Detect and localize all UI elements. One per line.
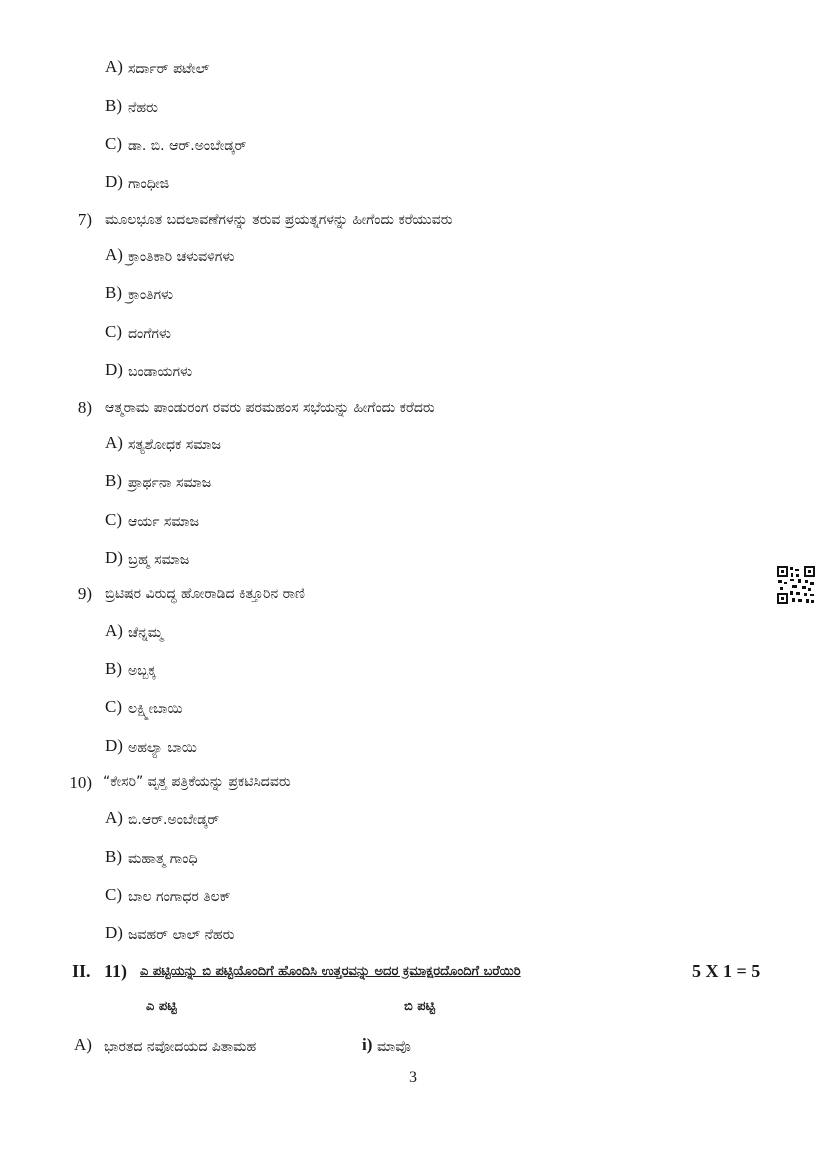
q8-option-d-letter: D) [105, 548, 123, 567]
q6-option-d-text: ಗಾಂಧೀಜಿ [128, 176, 170, 192]
column-a-header: ಎ ಪಟ್ಟಿ [146, 999, 177, 1014]
q9-text: ಬ್ರಿಟಿಷರ ವಿರುದ್ಧ ಹೋರಾಡಿದ ಕಿತ್ತೂರಿನ ರಾಣಿ [105, 586, 305, 602]
q8-option-b-text: ಪ್ರಾರ್ಥನಾ ಸಮಾಜ [128, 475, 212, 491]
q9-option-c-text: ಲಕ್ಷ್ಮೀಬಾಯಿ [128, 701, 183, 717]
column-b-header: ಬಿ ಪಟ್ಟಿ [404, 999, 436, 1014]
q9-option-a-letter: A) [105, 621, 123, 640]
q6-option-a-text: ಸರ್ದಾರ್ ಪಟೇಲ್ [128, 61, 210, 77]
q10-option-d-letter: D) [105, 923, 123, 942]
q9-option-b-letter: B) [105, 659, 122, 678]
q10-option-a-letter: A) [105, 808, 123, 827]
section-label: II. [72, 961, 91, 981]
q9-option-d-letter: D) [105, 736, 123, 755]
q10-option-a-text: ಬಿ.ಆರ್.ಅಂಬೇಡ್ಕರ್ [128, 812, 220, 828]
q8-number: 8) [77, 398, 92, 417]
q10-text: “ಕೇಸರಿ” ವೃತ್ತ ಪತ್ರಿಕೆಯನ್ನು ಪ್ರಕಟಿಸಿದವರು [103, 774, 291, 790]
q7-option-a-text: ಕ್ರಾಂತಿಕಾರಿ ಚಳುವಳಿಗಳು [128, 249, 235, 265]
q8-text: ಆತ್ಮರಾಮ ಪಾಂಡುರಂಗ ರವರು ಪರಮಹಂಸ ಸಭೆಯನ್ನು ಹೀಗೆಂದು ಕರೆದರು [105, 400, 435, 416]
section-marks: 5 X 1 = 5 [692, 961, 761, 981]
q11-number: 11) [104, 961, 128, 981]
q7-option-b-text: ಕ್ರಾಂತಿಗಳು [128, 287, 174, 303]
match-row-b-label: i) [362, 1035, 373, 1054]
q9-option-a-text: ಚೆನ್ನಮ್ಮ [128, 625, 164, 641]
qr-code-icon [776, 565, 816, 605]
q10-option-c-letter: C) [105, 885, 122, 904]
q7-option-c-text: ದಂಗೆಗಳು [128, 326, 172, 342]
q10-number: 10) [69, 773, 92, 792]
q11-instruction: ಎ ಪಟ್ಟಿಯನ್ನು ಬಿ ಪಟ್ಟಿಯೊಂದಿಗೆ ಹೊಂದಿಸಿ ಉತ್ತರವನ್ನು ಅದರ ಕ್ರಮಾಕ್ಷರದೊಂದಿಗೆ ಬರೆಯಿರಿ [140, 964, 521, 979]
q8-option-d-text: ಬ್ರಹ್ಮ ಸಮಾಜ [128, 552, 190, 568]
q6-option-c-text: ಡಾ. ಬಿ. ಆರ್.ಅಂಬೇಡ್ಕರ್ [128, 138, 247, 154]
q9-number: 9) [77, 584, 92, 603]
q7-option-a-letter: A) [105, 245, 123, 264]
match-row-a-text: ಭಾರತದ ನವೋದಯದ ಪಿತಾಮಹ [104, 1039, 257, 1055]
q9-option-b-text: ಅಬ್ಬಕ್ಕ [128, 663, 156, 679]
q6-option-c-letter: C) [105, 134, 122, 153]
q6-option-b-letter: B) [105, 96, 122, 115]
q7-option-d-text: ಬಂಡಾಯಗಳು [128, 364, 193, 380]
q8-option-a-letter: A) [105, 433, 123, 452]
q10-option-b-letter: B) [105, 847, 122, 866]
q7-option-c-letter: C) [105, 322, 122, 341]
page-number: 3 [409, 1069, 417, 1086]
q9-option-c-letter: C) [105, 697, 122, 716]
q8-option-a-text: ಸತ್ಯಶೋಧಕ ಸಮಾಜ [128, 437, 221, 453]
q9-option-d-text: ಅಹಲ್ಯಾ ಬಾಯಿ [128, 740, 197, 756]
match-row-a-label: A) [74, 1035, 92, 1054]
q10-option-d-text: ಜವಹರ್ ಲಾಲ್ ನೆಹರು [128, 927, 235, 943]
q7-option-d-letter: D) [105, 360, 123, 379]
match-row-b-text: ಮಾವೊ [377, 1039, 411, 1055]
q7-number: 7) [77, 210, 92, 229]
q7-option-b-letter: B) [105, 283, 122, 302]
q10-option-c-text: ಬಾಲ ಗಂಗಾಧರ ತಿಲಕ್ [128, 889, 231, 905]
q8-option-c-letter: C) [105, 510, 122, 529]
q6-option-d-letter: D) [105, 172, 123, 191]
q6-option-b-text: ನೆಹರು [128, 100, 158, 116]
q8-option-c-text: ಆರ್ಯ ಸಮಾಜ [128, 514, 200, 530]
q10-option-b-text: ಮಹಾತ್ಮ ಗಾಂಧಿ [128, 851, 198, 867]
q8-option-b-letter: B) [105, 471, 122, 490]
q6-option-a-letter: A) [105, 57, 123, 76]
q7-text: ಮೂಲಭೂತ ಬದಲಾವಣೆಗಳನ್ನು ತರುವ ಪ್ರಯತ್ನಗಳನ್ನು ಹೀಗೆಂದು ಕರೆಯುವರು [105, 212, 453, 228]
